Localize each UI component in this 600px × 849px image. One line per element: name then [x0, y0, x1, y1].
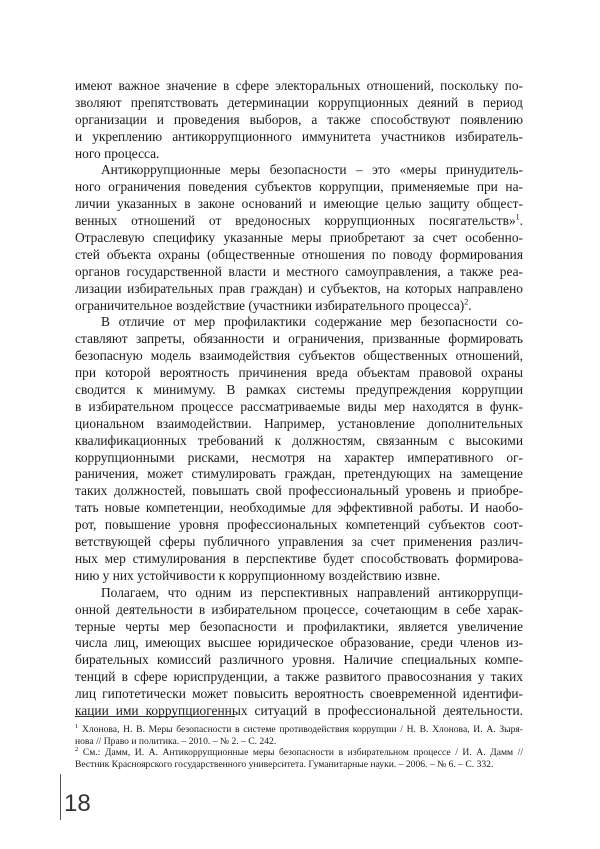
text-line: лизации избирательных прав граждан) и субъектов, на которых направлено	[75, 280, 523, 296]
text-line: бирательных комиссий различного уровня. Наличие специальных компе-	[75, 652, 523, 668]
footnote-1-line: нова // Право и политика. – 2010. – № 2. – С. 242.	[75, 735, 277, 747]
text-line-with-footnote	[75, 298, 523, 315]
text-line: при которой вероятность причинения вреда объектам правовой охраны	[75, 365, 523, 381]
text-line: числа лиц, имеющих высшее юридическое образование, среди членов из-	[75, 635, 523, 651]
footnote-2-number: 2	[75, 746, 79, 753]
text-line: нию у них устойчивости к коррупционному воздействию извне.	[75, 567, 441, 583]
footnote-2-line	[75, 747, 523, 759]
text-line: имеют важное значение в сфере электоральных отношений, поскольку по-	[75, 78, 523, 93]
text-line: личии указанных в законе оснований и имеющие целью защиту общест-	[75, 196, 523, 212]
text-line: коррупционными рисками, несмотря на характер императивного ог-	[75, 449, 523, 465]
footnote-text: См.: Дамм, И. А. Антикоррупционные меры безопасности в избирательном процессе / И. А. Дамм //	[82, 747, 523, 759]
text-segment: .	[519, 213, 523, 229]
text-line: зволяют препятствовать детерминации коррупционных деяний в период	[75, 94, 523, 110]
text-line: Антикоррупционные меры безопасности – это «меры принудитель-	[101, 162, 523, 178]
footnote-text: Хлонова, Н. В. Меры безопасности в системе противодействия коррупции / Н. В. Хлонова, И. А. Зыря-	[81, 724, 523, 735]
text-line: Полагаем, что одним из перспективных направлений антикоррупци-	[101, 584, 523, 600]
main-text	[75, 78, 523, 720]
footnote-1-line	[75, 724, 523, 736]
page-number: 18	[64, 790, 91, 817]
text-line: ставляют запреты, обязанности и ограничения, призванные формировать	[75, 331, 523, 347]
text-line: таких должностей, повышать свой профессиональный уровень и приобре-	[75, 483, 523, 499]
text-line: организации и проведения выборов, а также способствуют появлению	[75, 111, 523, 127]
text-segment: венных отношений от вредоносных коррупционных посягательств»	[75, 213, 516, 229]
text-line: раничения, может стимулировать граждан, претендующих на замещение	[75, 466, 523, 482]
text-line: в избирательном процессе рассматриваемые виды мер находятся в функ-	[75, 398, 523, 414]
footnote-ref-1[interactable]: 1	[515, 212, 520, 222]
text-line: безопасную модель взаимодействия субъектов общественных отношений,	[75, 348, 523, 364]
footnote-2-line: Вестник Красноярского государственного университета. Гуманитарные науки. – 2006. – № 6. – С. 332.	[75, 758, 494, 770]
text-line: Отраслевую специфику указанные меры приобретают за счет особенно-	[75, 230, 523, 246]
text-segment: .	[468, 297, 472, 313]
text-line: органов государственной власти и местного самоуправления, а также реа-	[75, 263, 523, 279]
text-line: и укреплению антикоррупционного иммунитета участников избиратель-	[75, 128, 523, 144]
footnote-divider	[75, 716, 235, 717]
text-line: ного процесса.	[75, 145, 160, 161]
text-line: сводится к минимуму. В рамках системы предупреждения коррупции	[75, 382, 523, 398]
text-line: рот, повышение уровня профессиональных компетенций субъектов соот-	[75, 517, 523, 533]
footnote-1-number: 1	[75, 722, 79, 730]
text-line: циональном взаимодействии. Например, установление дополнительных	[75, 415, 523, 431]
text-line: В отличие от мер профилактики содержание мер безопасности со-	[101, 314, 523, 330]
text-segment: ограничительное воздействие (участники избирательного процесса)	[75, 297, 465, 313]
text-line: тать новые компетенции, необходимые для эффективной работы. И наобо-	[75, 500, 523, 516]
text-line: кации ими коррупциогенных ситуаций в профессиональной деятельности.	[75, 702, 523, 718]
text-line: лиц гипотетически может повысить вероятность своевременной идентифи-	[75, 686, 523, 702]
text-line: терные черты мер безопасности и профилактики, является увеличение	[75, 618, 523, 634]
footnotes	[75, 724, 523, 770]
footnote-ref-2[interactable]: 2	[464, 297, 469, 307]
text-line: онной деятельности в избирательном процессе, сочетающим в себе харак-	[75, 601, 523, 617]
text-line: тенций в сфере юриспруденции, а также развитого правосознания у таких	[75, 669, 523, 685]
page-number-rule	[60, 774, 61, 820]
text-line: стей объекта охраны (общественные отношения по поводу формирования	[75, 246, 523, 262]
text-line: ного ограничения поведения субъектов коррупции, применяемые при на-	[75, 179, 523, 195]
text-line-with-footnote	[75, 213, 523, 230]
text-line: квалификационных требований к должностям, связанным с высокими	[75, 432, 523, 448]
text-line: ветствующей сферы публичного управления за счет применения различ-	[75, 534, 523, 550]
text-line: ных мер стимулирования в перспективе будет способствовать формирова-	[75, 550, 523, 566]
